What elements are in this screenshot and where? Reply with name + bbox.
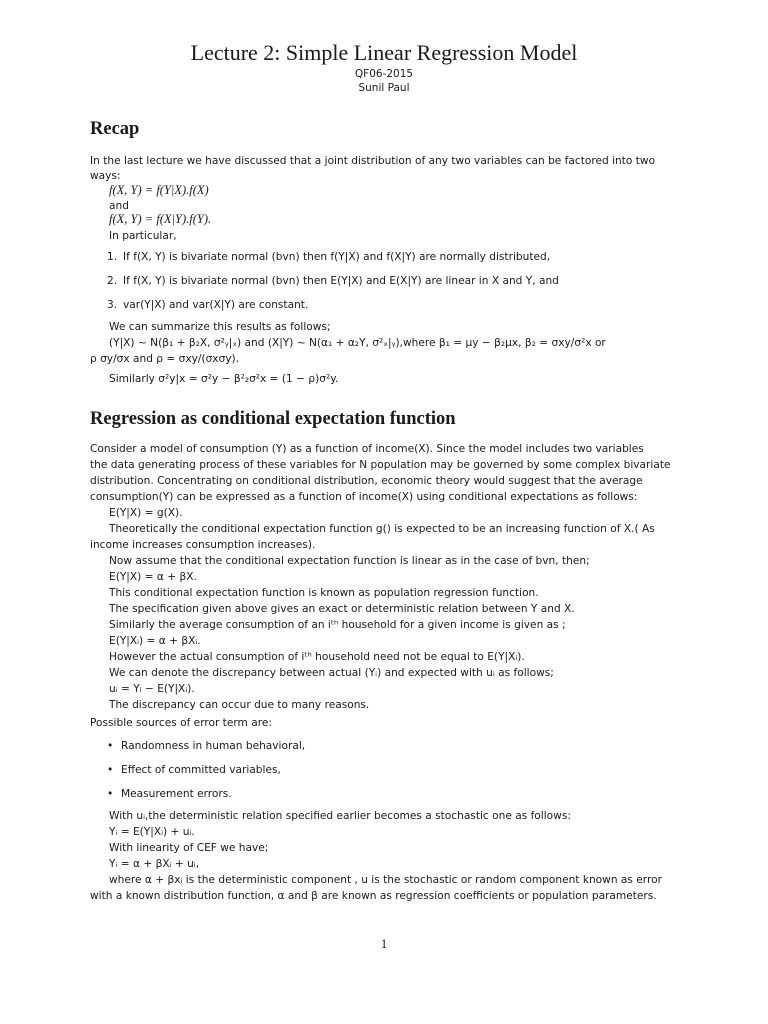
paragraph-line: ways: [90,170,121,182]
paragraph-line: where α + βxᵢ is the deterministic component , u is the stochastic or random component known as error [109,874,662,886]
paragraph-line: Theoretically the conditional expectation function g() is expected to be an increasing function of X.( As [109,523,655,535]
list-number: 1. [107,251,118,263]
list-item [107,275,697,288]
paragraph-line: However the actual consumption of iᵗʰ household need not be equal to E(Y|Xᵢ). [109,651,525,663]
paragraph-line: E(Y|X) = α + βX. [109,571,197,583]
paragraph-line: E(Y|X) = g(X). [109,507,183,519]
paragraph-line: The specification given above gives an exact or deterministic relation between Y and X. [109,603,575,615]
paragraph-line: This conditional expectation function is known as population regression function. [109,587,539,599]
paragraph-line: with a known distribution function, α and β are known as regression coefficients or population parameters. [90,890,657,902]
paragraph-line: Similarly the average consumption of an iᵗʰ household for a given income is given as ; [109,619,566,631]
paragraph-line: In the last lecture we have discussed that a joint distribution of any two variables can be factored into two [90,155,656,167]
paragraph-line: With linearity of CEF we have; [109,842,269,854]
document-title: Lecture 2: Simple Linear Regression Model [190,40,578,65]
paragraph-line: We can summarize this results as follows; [109,321,331,333]
equation: f(X, Y) = f(X|Y).f(Y). [109,212,212,226]
list-number: 2. [107,275,118,287]
paragraph-line: uᵢ = Yᵢ − E(Y|Xᵢ). [109,683,195,695]
equation: f(X, Y) = f(Y|X).f(X) [109,183,209,197]
list-number: 3. [107,299,118,311]
paragraph-line: consumption(Y) can be expressed as a function of income(X) using conditional expectations as follows: [90,491,638,503]
paragraph-line: the data generating process of these variables for N population may be governed by some complex bivariate [90,459,671,471]
list-item-text: var(Y|X) and var(X|Y) are constant. [123,299,309,311]
bullet-icon: • [107,740,114,752]
paragraph-line: Yᵢ = α + βXᵢ + uᵢ, [109,858,200,870]
section-heading-recap: Recap [90,119,140,139]
bullet-text: Randomness in human behavioral, [121,740,306,752]
paragraph-line: income increases consumption increases). [90,539,316,551]
paragraph-line: Possible sources of error term are: [90,717,272,729]
course-code: QF06-2015 [354,68,414,80]
author-name: Sunil Paul [358,82,410,94]
paragraph-line: E(Y|Xᵢ) = α + βXᵢ. [109,635,201,647]
bullet-text: Effect of committed variables, [121,764,281,776]
bullet-item [107,788,697,801]
bullet-text: Measurement errors. [121,788,232,800]
paragraph-line: We can denote the discrepancy between actual (Yᵢ) and expected with uᵢ as follows; [109,667,554,679]
bullet-icon: • [107,764,114,776]
bullet-icon: • [107,788,114,800]
paragraph-line: Consider a model of consumption (Y) as a function of income(X). Since the model includes two variables [90,443,644,455]
paragraph-line: and [109,200,129,212]
list-item [107,251,697,264]
bullet-item [107,740,697,753]
equation: ρ σy/σx and ρ = σxy/(σxσy). [90,353,240,365]
equation: Similarly σ²y|x = σ²y − β²₂σ²x = (1 − ρ)σ²y. [109,373,339,385]
list-item-text: If f(X, Y) is bivariate normal (bvn) then f(Y|X) and f(X|Y) are normally distributed, [123,251,551,263]
section-heading-cef: Regression as conditional expectation function [90,409,456,429]
list-item-text: If f(X, Y) is bivariate normal (bvn) then E(Y|X) and E(X|Y) are linear in X and Y, and [123,275,559,287]
paragraph-line: The discrepancy can occur due to many reasons. [109,699,370,711]
paragraph-line: In particular, [109,230,177,242]
list-item [107,299,697,312]
bullet-item [107,764,697,777]
paragraph-line: Now assume that the conditional expectation function is linear as in the case of bvn, then; [109,555,590,567]
paragraph-line: distribution. Concentrating on conditional distribution, economic theory would suggest that the average [90,475,643,487]
paragraph-line: Yᵢ = E(Y|Xᵢ) + uᵢ. [109,826,195,838]
paragraph-line: With uᵢ,the deterministic relation specified earlier becomes a stochastic one as follows: [109,810,571,822]
page-number: 1 [380,936,388,951]
equation: (Y|X) ~ N(β₁ + β₂X, σ²ᵧ|ₓ) and (X|Y) ~ N(α₁ + α₂Y, σ²ₓ|ᵧ),where β₁ = μy − β₂μx, β₂ = σxy/σ²x or [109,337,606,349]
